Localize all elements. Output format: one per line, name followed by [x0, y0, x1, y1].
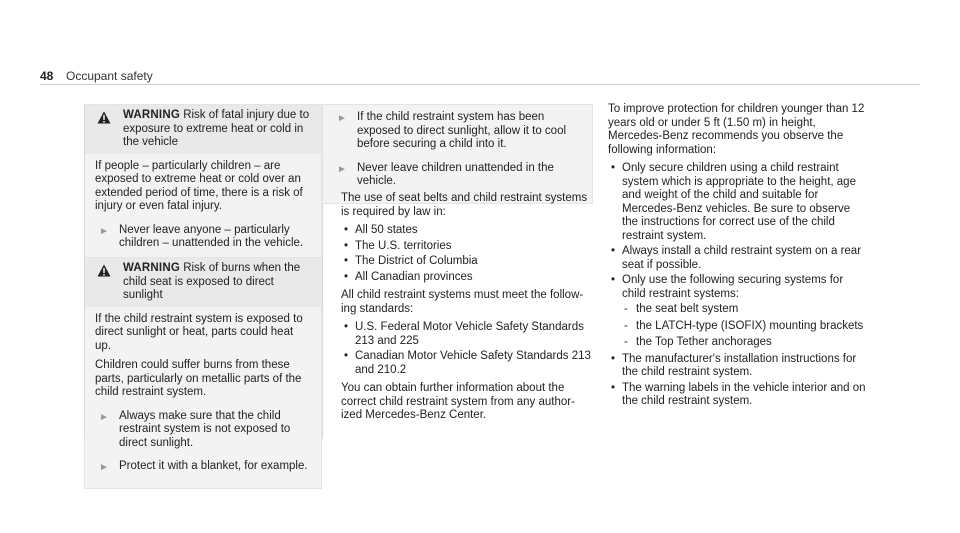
list-item-text: Only use the following securing systems for child restraint systems:	[622, 274, 844, 300]
instruction-step	[333, 162, 582, 189]
step-arrow-icon: ►	[99, 462, 109, 473]
step-text: Always make sure that the child restraint system is not exposed to direct sunlight.	[119, 409, 291, 449]
warning-triangle-icon	[97, 264, 111, 277]
list-item: • Only secure children using a child restraint system which is appropriate to the height, age and weight of the child and suitable for Mercedes-Benz vehicles. Be sure to observe the instructions for correct use of the child restraint system.	[608, 162, 868, 243]
warning-label: WARNING	[123, 109, 180, 121]
column-divider	[84, 104, 85, 439]
standards-list	[341, 321, 591, 377]
paragraph: The use of seat belts and child restraint systems is required by law in:	[341, 192, 588, 218]
list-item: • The District of Columbia	[341, 255, 591, 269]
warning-triangle-icon	[97, 111, 111, 124]
warning-body	[85, 307, 321, 488]
step-text: If the child restraint system has been exposed to direct sunlight, allow it to cool before securing a child into it.	[357, 111, 567, 150]
step-text: Never leave anyone – particularly children – unattended in the vehicle.	[119, 223, 304, 249]
recommendations-list	[608, 162, 868, 409]
paragraph: All child restraint systems must meet the following standards:	[341, 289, 584, 315]
warning-body	[85, 154, 321, 265]
securing-systems-list	[622, 303, 868, 350]
list-item: • All Canadian provinces	[341, 271, 591, 285]
instruction-step	[95, 460, 311, 474]
step-arrow-icon: ►	[99, 411, 109, 423]
warning-box-fatal-injury	[84, 104, 322, 266]
warning-title: Risk of fatal injury due to exposure to extreme heat or cold in the vehicle	[123, 109, 310, 148]
list-item: • The manufacturer's installation instructions for the child restraint system.	[608, 353, 868, 380]
sub-list-item: - the seat belt system	[622, 303, 868, 317]
instruction-step	[95, 410, 311, 451]
instruction-step	[333, 111, 582, 152]
sub-list-item: - the LATCH-type (ISOFIX) mounting brackets	[622, 320, 868, 334]
warning-text: Children could suffer burns from these parts, particularly on metallic parts of the child restraint system.	[95, 359, 302, 398]
header-divider	[40, 84, 920, 85]
warning-heading	[85, 105, 321, 154]
warning-label: WARNING	[123, 262, 180, 274]
warning-title: Risk of burns when the child seat is exposed to direct sunlight	[123, 262, 301, 301]
paragraph: You can obtain further information about the correct child restraint system from any authorized Mercedes-Benz Center.	[341, 382, 575, 421]
step-arrow-icon: ►	[99, 225, 109, 237]
continued-steps-box	[322, 104, 593, 204]
list-item: • U.S. Federal Motor Vehicle Safety Standards 213 and 225	[341, 321, 591, 348]
warning-text: If the child restraint system is exposed to direct sunlight or heat, parts could heat up.	[95, 312, 303, 352]
list-item	[608, 274, 868, 350]
list-item: • The warning labels in the vehicle interior and on the child restraint system.	[608, 382, 868, 409]
sub-list-item: - the Top Tether anchorages	[622, 336, 868, 350]
step-arrow-icon: ►	[337, 163, 347, 175]
page-number: 48	[40, 69, 54, 83]
paragraph: To improve protection for children younger than 12 years old or under 5 ft (1.50 m) in height, Mercedes-Benz recommends you observe the following information:	[608, 103, 865, 156]
list-item: • All 50 states	[341, 224, 591, 238]
warning-text: If people – particularly children – are exposed to extreme heat or cold over an extended period of time, there is a risk of injury or even fatal injury.	[95, 159, 303, 212]
legal-requirements-section	[341, 192, 591, 428]
step-arrow-icon: ►	[337, 113, 347, 124]
instruction-step	[95, 224, 311, 251]
list-item: • The U.S. territories	[341, 240, 591, 254]
recommendations-section	[608, 103, 868, 414]
warning-heading	[85, 258, 321, 307]
warning-box-burns	[84, 257, 322, 489]
section-title: Occupant safety	[66, 69, 153, 83]
step-text: Never leave children unattended in the vehicle.	[357, 161, 554, 187]
list-item: • Always install a child restraint system on a rear seat if possible.	[608, 245, 868, 272]
regions-list	[341, 224, 591, 284]
step-text: Protect it with a blanket, for example.	[119, 460, 308, 472]
list-item: • Canadian Motor Vehicle Safety Standards 213 and 210.2	[341, 350, 591, 377]
